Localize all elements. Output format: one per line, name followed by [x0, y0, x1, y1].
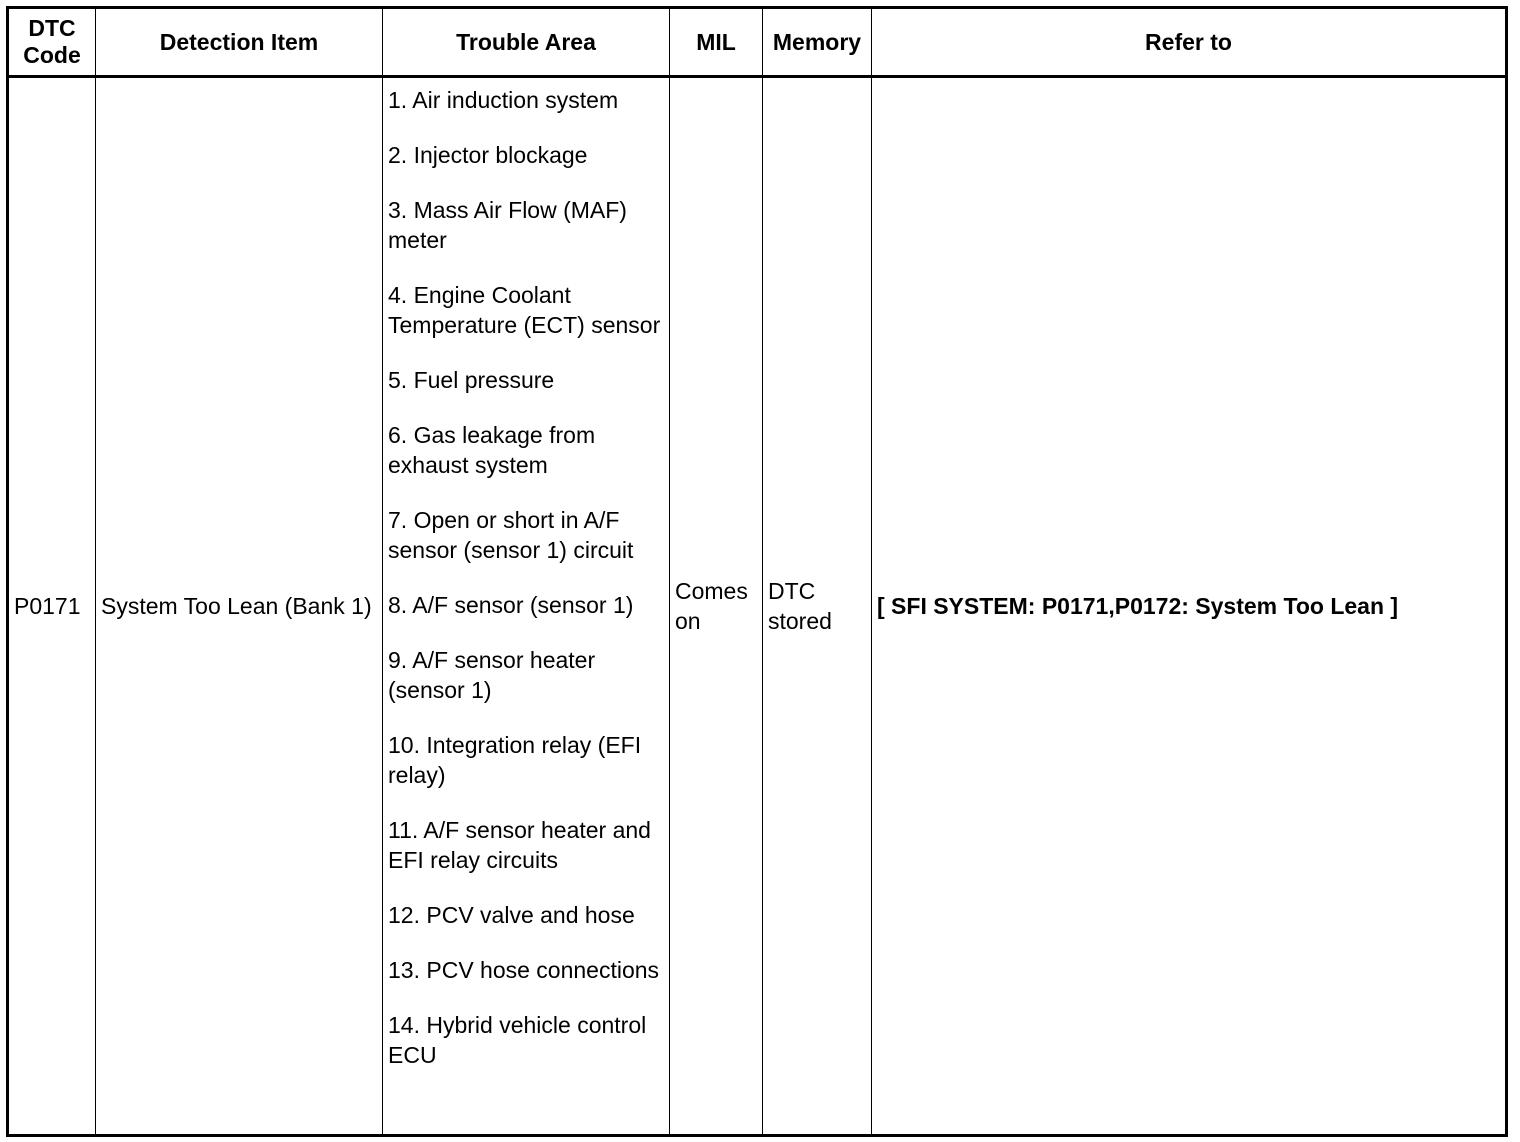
trouble-area-item: 5. Fuel pressure	[388, 367, 555, 393]
cell-memory: DTC stored	[763, 77, 872, 1136]
trouble-area-item: 3. Mass Air Flow (MAF) meter	[388, 197, 627, 253]
trouble-area-item: 6. Gas leakage from exhaust system	[388, 422, 596, 478]
trouble-area-item: 14. Hybrid vehicle control ECU	[388, 1012, 647, 1068]
trouble-area-item: 7. Open or short in A/F sensor (sensor 1) circuit	[388, 507, 634, 563]
table-header	[8, 8, 1507, 77]
refer-to-link[interactable]: [ SFI SYSTEM: P0171,P0172: System Too Lean ]	[872, 77, 1507, 1136]
trouble-area-item: 1. Air induction system	[388, 87, 619, 113]
trouble-area-item: 2. Injector blockage	[388, 142, 588, 168]
header-row	[8, 8, 1507, 77]
table-row	[8, 77, 1507, 1136]
dtc-table	[6, 6, 1508, 1137]
trouble-area-item: 10. Integration relay (EFI relay)	[388, 732, 642, 788]
trouble-area-item: 8. A/F sensor (sensor 1)	[388, 592, 634, 618]
trouble-area-item: 13. PCV hose connections	[388, 957, 660, 983]
header-mil: MIL	[670, 8, 763, 77]
trouble-area-item: 4. Engine Coolant Temperature (ECT) sensor	[388, 282, 661, 338]
table-body	[8, 77, 1507, 1136]
cell-detection-item: System Too Lean (Bank 1)	[96, 77, 383, 1136]
header-dtc-code: DTC Code	[8, 8, 96, 77]
header-refer-to: Refer to	[872, 8, 1507, 77]
cell-mil: Comes on	[670, 77, 763, 1136]
header-detection-item: Detection Item	[96, 8, 383, 77]
trouble-area-item: 9. A/F sensor heater (sensor 1)	[388, 647, 596, 703]
cell-dtc-code: P0171	[8, 77, 96, 1136]
header-trouble-area: Trouble Area	[383, 8, 670, 77]
cell-trouble-area	[383, 77, 670, 1136]
trouble-area-item: 11. A/F sensor heater and EFI relay circuits	[388, 817, 651, 873]
trouble-area-item: 12. PCV valve and hose	[388, 902, 635, 928]
header-memory: Memory	[763, 8, 872, 77]
